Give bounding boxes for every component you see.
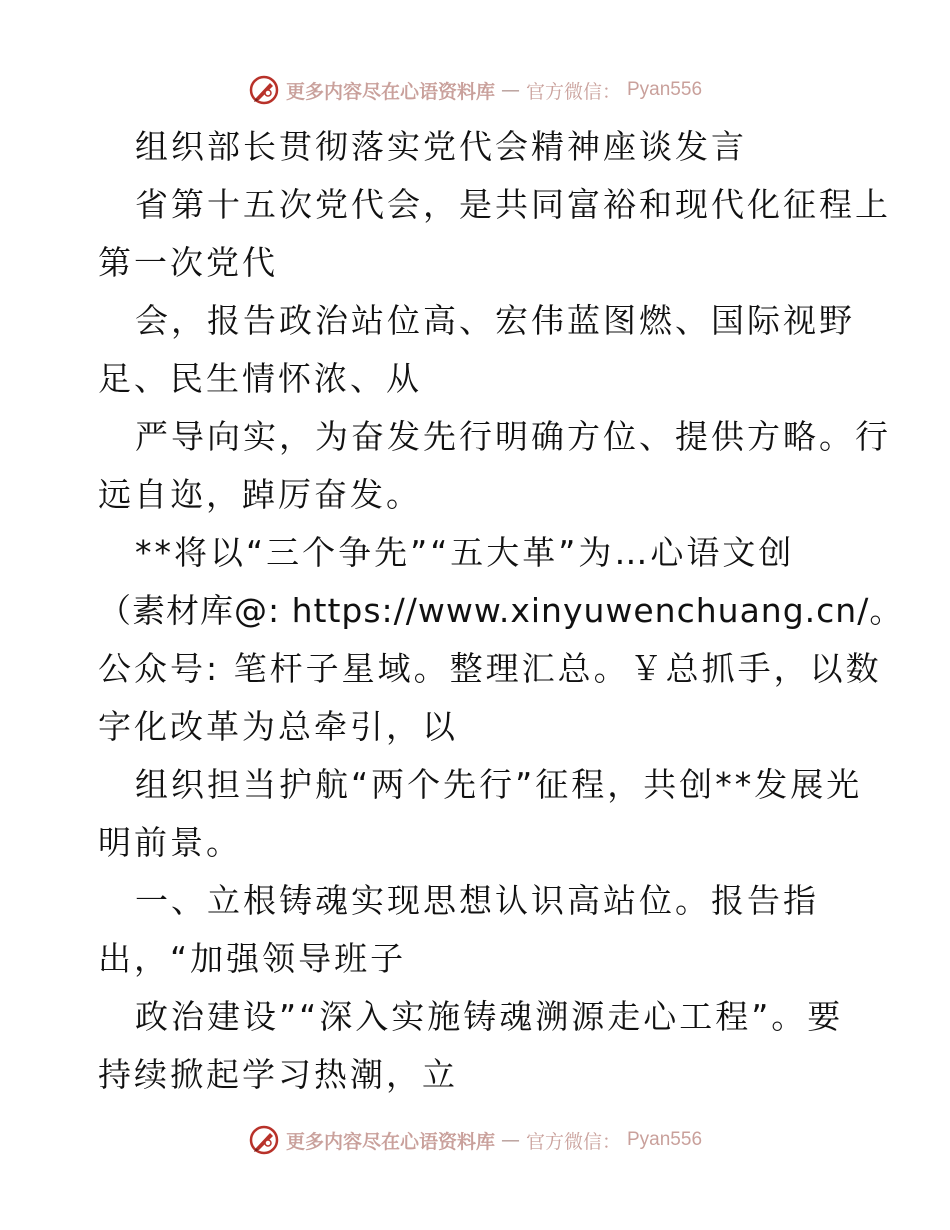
section-heading-line: 一、立根铸魂实现思想认识高站位。报告指	[135, 881, 819, 920]
banner-separator: —	[500, 79, 520, 101]
body-line: 远自迩，踔厉奋发。	[98, 475, 422, 514]
body-line: 字化改革为总牵引，以	[98, 707, 458, 746]
body-line: 组织担当护航“两个先行”征程，共创**发展光	[135, 765, 863, 804]
body-line: 持续掀起学习热潮，立	[98, 1055, 458, 1094]
banner-wechat-id: Pyan556	[627, 1129, 703, 1150]
banner-wechat-label: 官方微信：	[525, 1130, 621, 1153]
pen-logo-icon	[248, 1124, 280, 1156]
banner-brand-text: 更多内容尽在心语资料库	[285, 80, 495, 103]
banner-wechat-label: 官方微信：	[525, 80, 621, 103]
body-line: 公众号: 笔杆子星域。整理汇总。￥总抓手，以数	[98, 649, 882, 688]
body-line: 会，报告政治站位高、宏伟蓝图燃、国际视野	[135, 301, 855, 340]
body-line: 足、民生情怀浓、从	[98, 359, 422, 398]
pen-logo-icon	[248, 74, 280, 106]
body-line: 明前景。	[98, 823, 242, 862]
banner-brand-text: 更多内容尽在心语资料库	[285, 1130, 495, 1153]
body-line: 省第十五次党代会，是共同富裕和现代化征程上	[135, 185, 891, 224]
banner-wechat-id: Pyan556	[627, 79, 703, 100]
banner-separator: —	[500, 1129, 520, 1151]
body-line: 政治建设”“深入实施铸魂溯源走心工程”。要	[135, 997, 844, 1036]
body-line: 严导向实，为奋发先行明确方位、提供方略。行	[135, 417, 891, 456]
body-line-url: （素材库@: https://www.xinyuwenchuang.cn/。	[98, 591, 904, 630]
body-line: 第一次党代	[98, 243, 278, 282]
document-title: 组织部长贯彻落实党代会精神座谈发言	[135, 127, 747, 166]
body-line: **将以“三个争先”“五大革”为…心语文创	[135, 533, 795, 572]
footer-banner[interactable]	[0, 1120, 950, 1160]
body-line: 出，“加强领导班子	[98, 939, 407, 978]
header-banner[interactable]	[0, 70, 950, 110]
